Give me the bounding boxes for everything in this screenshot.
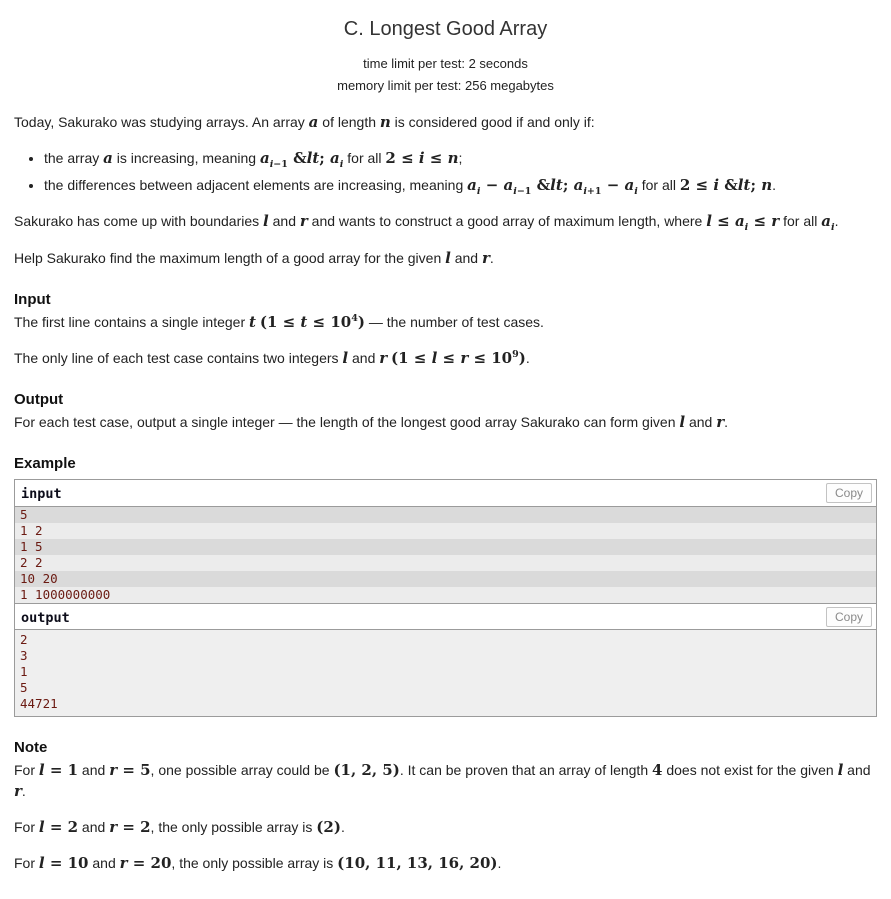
time-limit: time limit per test: 2 seconds [363, 56, 528, 71]
math-expression: $a_i$ [467, 175, 481, 197]
sample-line: 3 [20, 647, 28, 663]
math-expression: − [601, 175, 625, 194]
math-expression: $a_i$ [821, 212, 835, 233]
math-expression: l [837, 760, 844, 779]
sample-output-header [15, 603, 876, 630]
math-expression: (1, 2, 5) [333, 760, 400, 779]
sample-line: 2 2 [15, 555, 876, 571]
math-expression: $a_{i+1}$ [573, 175, 602, 197]
condition-differences: • the differences between adjacent elements are increasing, meaning $a_i - a_{i-1}$ &lt; $a_{i+1} - a_i$ for all 2 ≤ i &lt; n. [44, 175, 877, 197]
math-expression: r [299, 212, 308, 230]
math-expression: − [480, 175, 504, 194]
conditions-list [14, 148, 877, 196]
input-heading: Input [14, 290, 51, 308]
math-expression: r = 2 [109, 817, 151, 836]
note-para-1: For l = 1 and r = 5, one possible array could be (1, 2, 5). It can be proven that an array of length 4 does not exist for the given l and r. [14, 760, 871, 800]
sample-line: 2 [20, 631, 28, 647]
math-expression: r [379, 348, 388, 367]
sample-line: 1 1000000000 [15, 587, 876, 603]
math-expression: r [481, 248, 490, 267]
copy-output-button[interactable]: Copy [826, 607, 872, 627]
math-expression: r = 5 [109, 760, 151, 779]
problem-title: C. Longest Good Array [343, 18, 548, 40]
math-expression: $a_i$ [330, 149, 344, 170]
sample-line: 1 2 [15, 523, 876, 539]
note-heading: Note [14, 738, 48, 756]
math-expression: (10, 11, 13, 16, 20) [337, 853, 498, 872]
math-expression: ) [357, 312, 365, 331]
sample-line: 44721 [20, 695, 58, 711]
math-expression: a [103, 149, 113, 167]
sample-line: 5 [15, 507, 876, 523]
example-heading: Example [14, 454, 76, 472]
math-expression: r [716, 412, 725, 431]
math-expression: (2) [316, 817, 341, 836]
math-expression: n [379, 113, 391, 131]
sample-line: 1 5 [15, 539, 876, 555]
math-expression: l = 1 [38, 760, 79, 779]
math-expression: a [308, 113, 319, 131]
note-para-3: For l = 10 and r = 20, the only possible array is (10, 11, 13, 16, 20). [14, 853, 502, 872]
math-expression: r [14, 781, 22, 800]
math-expression: l [679, 412, 686, 431]
math-expression: l = 10 [38, 853, 89, 872]
math-expression: ($1 \le l \le r \le 10^9$ [391, 348, 519, 367]
condition-increasing: • the array a is increasing, meaning $a_{i-1}$ &lt; $a_i$ for all 2 ≤ i ≤ n; [44, 148, 877, 170]
input-desc-2: The only line of each test case contains two integers l and r $(1 \le l \le r \le 10^9)$. [14, 348, 530, 367]
output-desc: For each test case, output a single integer — the length of the longest good array Sakurako can form given l and r. [14, 412, 729, 431]
memory-limit: memory limit per test: 256 megabytes [337, 78, 554, 93]
math-expression: 4 [652, 760, 663, 779]
math-expression: l [263, 212, 269, 230]
note-para-2: For l = 2 and r = 2, the only possible array is (2). [14, 817, 345, 836]
sample-line: 1 [20, 663, 28, 679]
math-expression: t [249, 312, 256, 331]
sample-input-lines [15, 507, 876, 603]
sample-output-lines [15, 630, 876, 716]
math-expression: l [342, 348, 349, 367]
math-expression: $a_i$ [624, 175, 638, 197]
sample-tests-box [14, 479, 877, 717]
sample-input-header [15, 480, 876, 507]
statement-boundaries: Sakurako has come up with boundaries l and r and wants to construct a good array of maximum length, where $l \le a_i \le r$ for all $a_i$. [14, 212, 839, 233]
math-expression: ≤ r [748, 212, 780, 230]
statement-intro: Today, Sakurako was studying arrays. An array a of length n is considered good if and only if: [14, 113, 595, 131]
math-expression: 2 ≤ i &lt; n [679, 175, 773, 194]
sample-line: 5 [20, 679, 28, 695]
problem-statement [14, 112, 877, 874]
math-expression: l ≤ [706, 212, 735, 230]
math-expression: $a_{i-1}$ [503, 175, 532, 197]
math-expression: ) [518, 348, 526, 367]
sample-input-label: input [21, 485, 62, 502]
math-expression: &lt; [531, 175, 574, 194]
math-expression: l = 2 [38, 817, 79, 836]
statement-help: Help Sakurako find the maximum length of a good array for the given l and r. [14, 248, 494, 267]
math-expression: 2 ≤ i ≤ n [385, 149, 459, 167]
math-expression: $a_i$ [734, 212, 749, 233]
math-expression: ($1 \le t \le 10^4$ [259, 312, 358, 331]
input-desc-1: The first line contains a single integer t $(1 \le t \le 10^4)$ — the number of test cases. [14, 312, 544, 331]
math-expression: &lt; [287, 149, 331, 167]
sample-line: 10 20 [15, 571, 876, 587]
output-heading: Output [14, 390, 64, 408]
math-expression: $a_{i-1}$ [259, 149, 288, 170]
sample-output-label: output [21, 609, 70, 626]
math-expression: r = 20 [119, 853, 172, 872]
math-expression: l [445, 248, 451, 267]
copy-input-button[interactable]: Copy [826, 483, 872, 503]
